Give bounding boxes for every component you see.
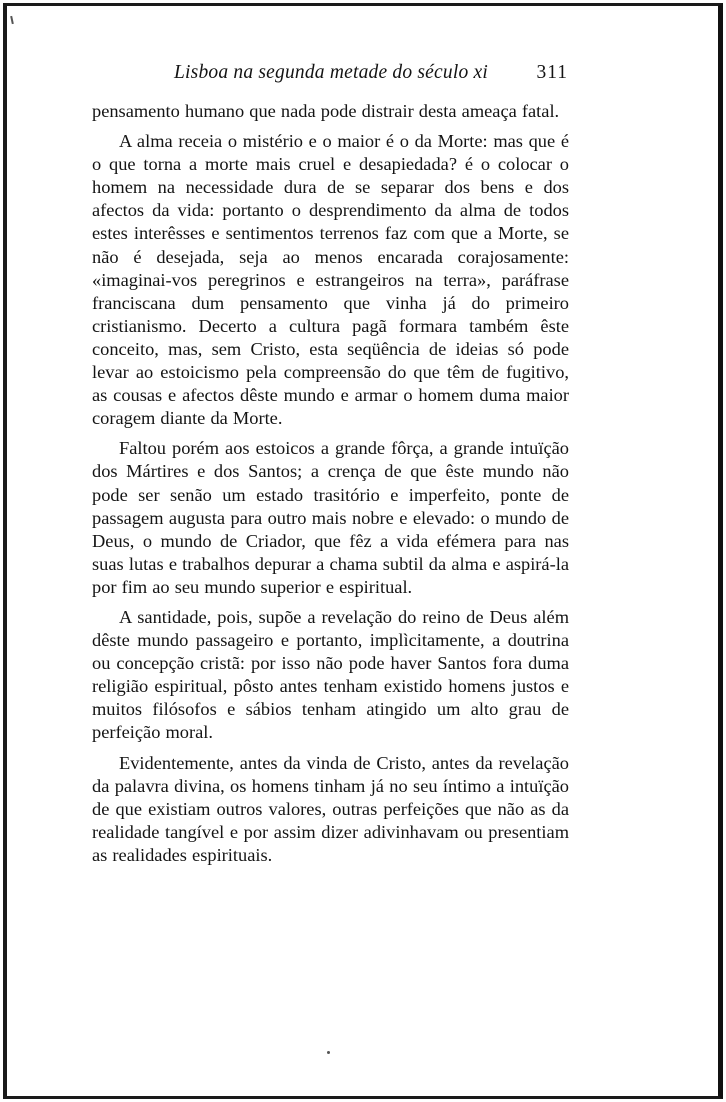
- paragraph-1: pensamento humano que nada pode distrair desta ameaça fatal.: [92, 101, 560, 121]
- scan-speck: [327, 1051, 330, 1054]
- running-head: Lisboa na segunda metade do século xi: [174, 62, 488, 83]
- paragraph-2: A alma receia o mistério e o maior é o da Morte: mas que é o que torna a morte mais cruel e desapiedada? é o colocar o homem na necessidade dura de se separar dos bens e dos afectos da vida: portanto o desprendimento da alma de todos estes interêsses e sentimentos terrenos faz com que a Morte, se não é desejada, seja ao menos encarada corajosamente: «imaginai-vos peregrinos e estrangeiros na terra», paráfrase franciscana dum pensamento que vinha já do primeiro cristianismo. Decerto a cultura pagã formara também êste conceito, mas, sem Cristo, esta seqüência de ideias só pode levar ao estoicismo pela compreensão do que têm de fugitivo, as cousas e afectos dêste mundo e armar o homem duma maior coragem diante da Morte.: [92, 131, 569, 429]
- paragraph-4: A santidade, pois, supõe a revelação do reino de Deus além dêste mundo passageiro e portanto, implìcitamente, a doutrina ou concepção cristã: por isso não pode haver Santos fora duma religião espiritual, pôsto antes tenham existido homens justos e muitos filósofos e sábios tenham atingido um alto grau de perfeição moral.: [92, 606, 569, 743]
- page-number: 311: [536, 62, 568, 83]
- paragraph-3: Faltou porém aos estoicos a grande fôrça, a grande intuïção dos Mártires e dos Santos; a crença de que êste mundo não pode ser senão um estado trasitório e imperfeito, ponte de passagem augusta para outro mais nobre e elevado: o mundo de Deus, o mundo de Criador, que fêz a vida efémera para nas suas lutas e trabalhos depurar a chama subtil da alma e aspirá-la por fim ao seu mundo superior e espiritual.: [92, 438, 569, 597]
- paragraph-5: Evidentemente, antes da vinda de Cristo, antes da revelação da palavra divina, os homens tinham já no seu íntimo a intuïção de que existiam outros valores, outras perfeições que não as da realidade tangível e por assim dizer adivinhavam ou presentiam as realidades espirituais.: [92, 752, 569, 865]
- page-header: [90, 56, 570, 92]
- text-body: [92, 100, 569, 874]
